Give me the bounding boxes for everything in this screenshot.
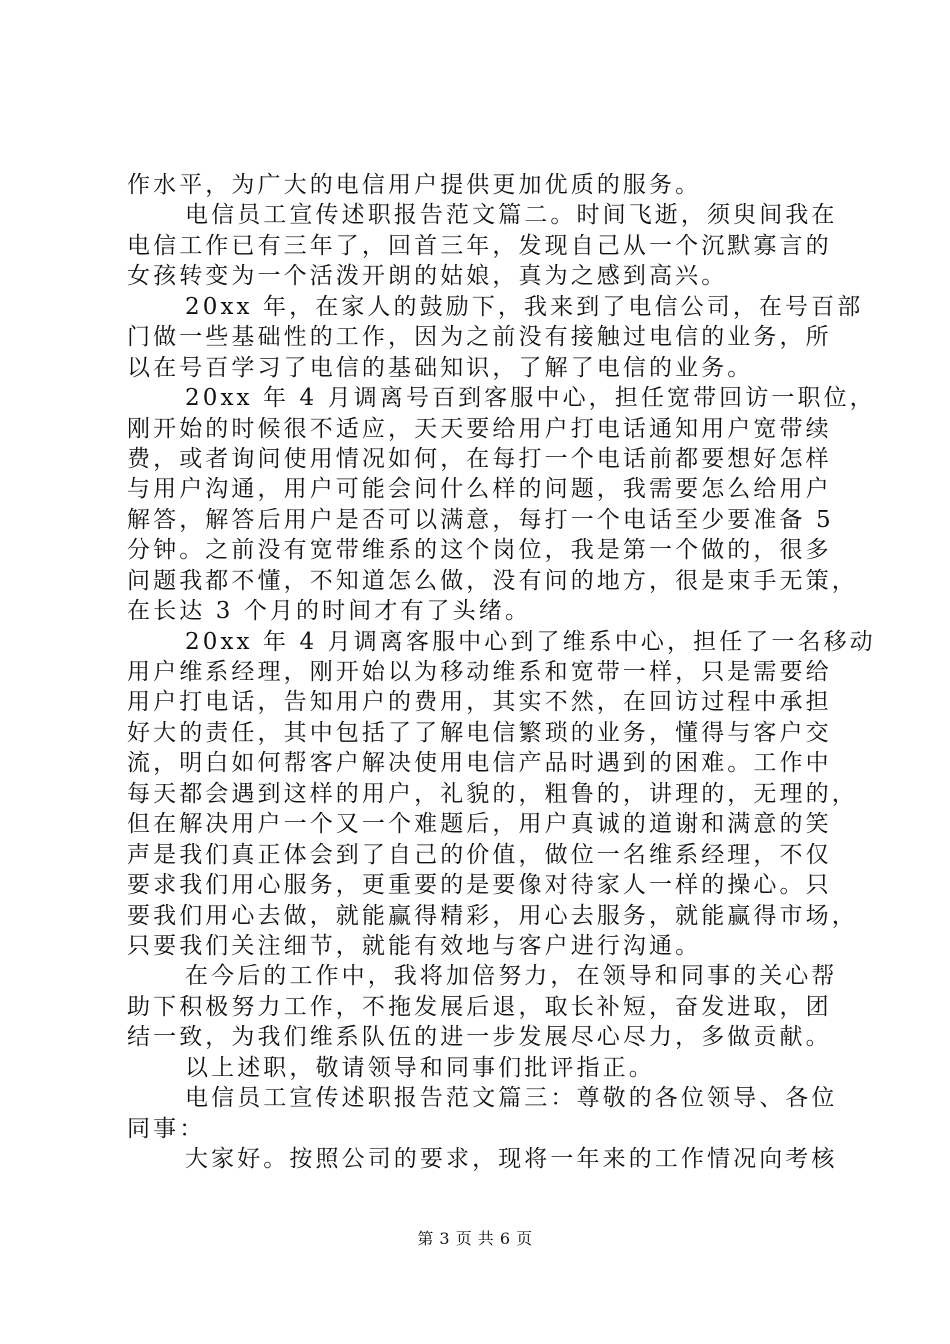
text-line: 与用户沟通，用户可能会问什么样的问题，我需要怎么给用户 [127,476,832,503]
text-line: 问题我都不懂，不知道怎么做，没有问的地方，很是束手无策， [127,567,858,594]
text-line: 作水平，为广大的电信用户提供更加优质的服务。 [127,172,702,198]
text-line: 流，明白如何帮客户解决使用电信产品时遇到的困难。工作中 [127,750,832,777]
text-line: 但在解决用户一个又一个难题后，用户真诚的道谢和满意的笑 [127,811,832,838]
text-line: 要求我们用心服务，更重要的是要像对待家人一样的操心。只 [127,872,832,899]
document-body [127,170,876,1174]
text-line: 在今后的工作中，我将加倍努力，在领导和同事的关心帮 [185,963,838,990]
text-line: 结一致，为我们维系队伍的进一步发展尽心尽力，多做贡献。 [127,1024,832,1051]
text-line: 只要我们关注细节，就能有效地与客户进行沟通。 [127,932,702,959]
text-line: 大家好。按照公司的要求，现将一年来的工作情况向考核 [185,1146,838,1172]
text-line: 20xx 年 4 月调离客服中心到了维系中心，担任了一名移动 [185,628,876,655]
text-line: 女孩转变为一个活泼开朗的姑娘，真为之感到高兴。 [127,263,728,290]
text-line: 门做一些基础性的工作，因为之前没有接触过电信的业务，所 [127,324,832,351]
text-line: 刚开始的时候很不适应，天天要给用户打电话通知用户宽带续 [127,415,832,442]
text-line: 费，或者询问使用情况如何，在每打一个电话前都要想好怎样 [127,445,832,472]
text-line: 以上述职，敬请领导和同事们批评指正。 [185,1054,655,1081]
text-line: 同事： [127,1115,206,1142]
text-line: 解答，解答后用户是否可以满意，每打一个电话至少要准备 5 [127,506,834,533]
text-line: 电信工作已有三年了，回首三年，发现自己从一个沉默寡言的 [127,232,832,259]
text-line: 好大的责任，其中包括了了解电信繁琐的业务，懂得与客户交 [127,719,832,746]
text-line: 电信员工宣传述职报告范文篇二。时间飞逝，须臾间我在 [185,202,838,229]
text-line: 20xx 年 4 月调离号百到客服中心，担任宽带回访一职位， [185,385,876,412]
text-line: 用户维系经理，刚开始以为移动维系和宽带一样，只是需要给 [127,659,832,685]
text-line: 要我们用心去做，就能赢得精彩，用心去服务，就能赢得市场， [127,902,858,929]
text-line: 20xx 年，在家人的鼓励下，我来到了电信公司，在号百部 [185,293,864,320]
page-footer: 第 3 页 共 6 页 [417,1229,533,1248]
text-line: 以在号百学习了电信的基础知识，了解了电信的业务。 [127,354,754,381]
text-line: 分钟。之前没有宽带维系的这个岗位，我是第一个做的，很多 [127,537,832,564]
text-line: 助下积极努力工作，不拖发展后退，取长补短，奋发进取，团 [127,993,832,1020]
text-line: 在长达 3 个月的时间才有了头绪。 [127,598,531,625]
text-line: 电信员工宣传述职报告范文篇三：尊敬的各位领导、各位 [185,1085,838,1112]
text-line: 每天都会遇到这样的用户，礼貌的，粗鲁的，讲理的，无理的， [127,780,858,807]
text-line: 声是我们真正体会到了自己的价值，做位一名维系经理，不仅 [127,841,832,868]
text-line: 用户打电话，告知用户的费用，其实不然，在回访过程中承担 [127,689,832,716]
